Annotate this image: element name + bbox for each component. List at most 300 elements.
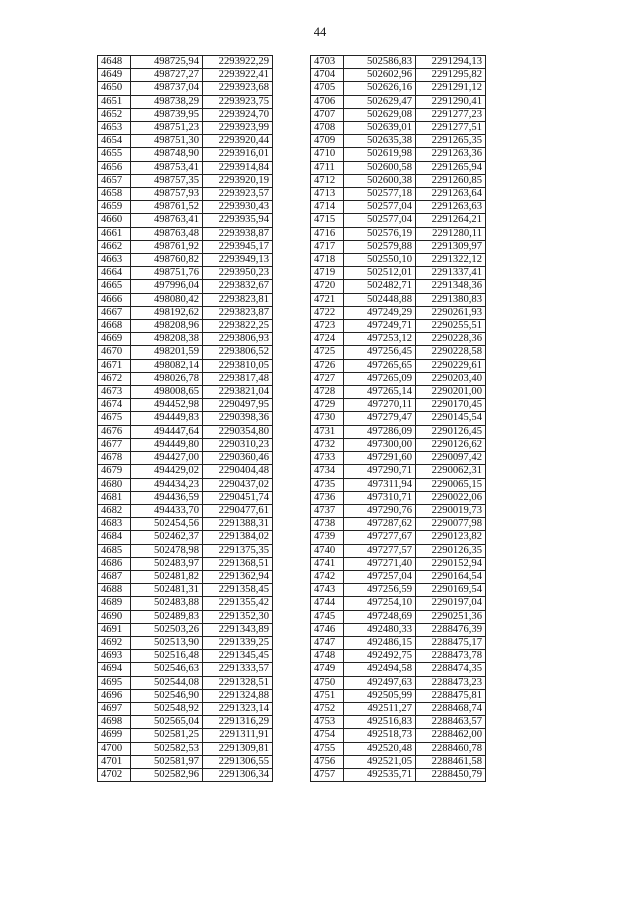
- point-number-cell: 4713: [311, 188, 344, 201]
- y-coordinate-cell: 2291309,81: [203, 742, 273, 755]
- x-coordinate-cell: 498737,04: [131, 82, 203, 95]
- x-coordinate-cell: 492480,33: [344, 623, 416, 636]
- point-number-cell: 4704: [311, 69, 344, 82]
- y-coordinate-cell: 2293923,68: [203, 82, 273, 95]
- table-row: [98, 729, 273, 742]
- x-coordinate-cell: 502448,88: [344, 293, 416, 306]
- x-coordinate-cell: 498760,82: [131, 254, 203, 267]
- point-number-cell: 4656: [98, 161, 131, 174]
- x-coordinate-cell: 502503,26: [131, 623, 203, 636]
- y-coordinate-cell: 2291388,31: [203, 518, 273, 531]
- table-row: [311, 293, 486, 306]
- y-coordinate-cell: 2290065,15: [416, 478, 486, 491]
- point-number-cell: 4686: [98, 557, 131, 570]
- y-coordinate-cell: 2291362,94: [203, 570, 273, 583]
- point-number-cell: 4728: [311, 386, 344, 399]
- x-coordinate-cell: 502586,83: [344, 56, 416, 69]
- point-number-cell: 4702: [98, 768, 131, 781]
- y-coordinate-cell: 2290062,31: [416, 465, 486, 478]
- x-coordinate-cell: 498727,27: [131, 69, 203, 82]
- x-coordinate-cell: 502577,04: [344, 214, 416, 227]
- table-row: [98, 306, 273, 319]
- table-row: [311, 570, 486, 583]
- point-number-cell: 4706: [311, 95, 344, 108]
- table-row: [311, 386, 486, 399]
- x-coordinate-cell: 502481,82: [131, 570, 203, 583]
- table-row: [311, 399, 486, 412]
- point-number-cell: 4651: [98, 95, 131, 108]
- x-coordinate-cell: 498008,65: [131, 386, 203, 399]
- y-coordinate-cell: 2291348,36: [416, 280, 486, 293]
- y-coordinate-cell: 2290255,51: [416, 320, 486, 333]
- x-coordinate-cell: 502577,04: [344, 201, 416, 214]
- table-row: [98, 267, 273, 280]
- y-coordinate-cell: 2291352,30: [203, 610, 273, 623]
- y-coordinate-cell: 2291295,82: [416, 69, 486, 82]
- point-number-cell: 4703: [311, 56, 344, 69]
- x-coordinate-cell: 498738,29: [131, 95, 203, 108]
- table-row: [311, 465, 486, 478]
- point-number-cell: 4743: [311, 584, 344, 597]
- y-coordinate-cell: 2293924,70: [203, 108, 273, 121]
- y-coordinate-cell: 2290354,80: [203, 425, 273, 438]
- x-coordinate-cell: 502629,47: [344, 95, 416, 108]
- y-coordinate-cell: 2291323,14: [203, 702, 273, 715]
- table-row: [98, 623, 273, 636]
- point-number-cell: 4716: [311, 227, 344, 240]
- point-number-cell: 4747: [311, 636, 344, 649]
- x-coordinate-cell: 494433,70: [131, 504, 203, 517]
- table-row: [98, 676, 273, 689]
- point-number-cell: 4681: [98, 491, 131, 504]
- table-row: [98, 768, 273, 781]
- point-number-cell: 4659: [98, 201, 131, 214]
- table-row: [311, 372, 486, 385]
- y-coordinate-cell: 2293950,23: [203, 267, 273, 280]
- x-coordinate-cell: 492521,05: [344, 755, 416, 768]
- x-coordinate-cell: 497249,71: [344, 320, 416, 333]
- x-coordinate-cell: 498751,30: [131, 135, 203, 148]
- point-number-cell: 4648: [98, 56, 131, 69]
- x-coordinate-cell: 502546,90: [131, 689, 203, 702]
- point-number-cell: 4751: [311, 689, 344, 702]
- table-row: [98, 359, 273, 372]
- point-number-cell: 4694: [98, 663, 131, 676]
- table-row: [311, 610, 486, 623]
- point-number-cell: 4753: [311, 716, 344, 729]
- table-row: [311, 214, 486, 227]
- x-coordinate-cell: 498739,95: [131, 108, 203, 121]
- y-coordinate-cell: 2291280,11: [416, 227, 486, 240]
- point-number-cell: 4689: [98, 597, 131, 610]
- y-coordinate-cell: 2293832,67: [203, 280, 273, 293]
- y-coordinate-cell: 2291265,94: [416, 161, 486, 174]
- point-number-cell: 4731: [311, 425, 344, 438]
- table-row: [98, 465, 273, 478]
- x-coordinate-cell: 502462,37: [131, 531, 203, 544]
- coordinates-table-left-body: [98, 56, 273, 782]
- x-coordinate-cell: 502581,97: [131, 755, 203, 768]
- table-row: [311, 320, 486, 333]
- y-coordinate-cell: 2291343,89: [203, 623, 273, 636]
- table-row: [311, 716, 486, 729]
- x-coordinate-cell: 502512,01: [344, 267, 416, 280]
- x-coordinate-cell: 502582,53: [131, 742, 203, 755]
- table-row: [311, 491, 486, 504]
- x-coordinate-cell: 502635,38: [344, 135, 416, 148]
- y-coordinate-cell: 2291306,55: [203, 755, 273, 768]
- table-row: [311, 412, 486, 425]
- x-coordinate-cell: 492497,63: [344, 676, 416, 689]
- table-row: [311, 531, 486, 544]
- point-number-cell: 4672: [98, 372, 131, 385]
- table-row: [311, 240, 486, 253]
- y-coordinate-cell: 2291306,34: [203, 768, 273, 781]
- table-row: [311, 597, 486, 610]
- y-coordinate-cell: 2288450,79: [416, 768, 486, 781]
- point-number-cell: 4666: [98, 293, 131, 306]
- x-coordinate-cell: 502478,98: [131, 544, 203, 557]
- y-coordinate-cell: 2290126,35: [416, 544, 486, 557]
- point-number-cell: 4696: [98, 689, 131, 702]
- x-coordinate-cell: 498082,14: [131, 359, 203, 372]
- point-number-cell: 4710: [311, 148, 344, 161]
- point-number-cell: 4726: [311, 359, 344, 372]
- point-number-cell: 4655: [98, 148, 131, 161]
- y-coordinate-cell: 2293822,25: [203, 320, 273, 333]
- point-number-cell: 4660: [98, 214, 131, 227]
- x-coordinate-cell: 492505,99: [344, 689, 416, 702]
- y-coordinate-cell: 2290251,36: [416, 610, 486, 623]
- x-coordinate-cell: 502513,90: [131, 636, 203, 649]
- y-coordinate-cell: 2291290,41: [416, 95, 486, 108]
- point-number-cell: 4711: [311, 161, 344, 174]
- y-coordinate-cell: 2290203,40: [416, 372, 486, 385]
- point-number-cell: 4687: [98, 570, 131, 583]
- point-number-cell: 4741: [311, 557, 344, 570]
- table-row: [311, 174, 486, 187]
- table-row: [311, 346, 486, 359]
- table-row: [311, 82, 486, 95]
- table-row: [98, 478, 273, 491]
- y-coordinate-cell: 2293823,87: [203, 306, 273, 319]
- x-coordinate-cell: 498026,78: [131, 372, 203, 385]
- table-row: [311, 425, 486, 438]
- table-row: [311, 148, 486, 161]
- y-coordinate-cell: 2291333,57: [203, 663, 273, 676]
- y-coordinate-cell: 2291324,88: [203, 689, 273, 702]
- table-row: [311, 359, 486, 372]
- point-number-cell: 4742: [311, 570, 344, 583]
- y-coordinate-cell: 2288476,39: [416, 623, 486, 636]
- x-coordinate-cell: 502483,97: [131, 557, 203, 570]
- x-coordinate-cell: 492535,71: [344, 768, 416, 781]
- table-row: [311, 689, 486, 702]
- point-number-cell: 4746: [311, 623, 344, 636]
- y-coordinate-cell: 2293810,05: [203, 359, 273, 372]
- table-row: [98, 689, 273, 702]
- x-coordinate-cell: 498725,94: [131, 56, 203, 69]
- point-number-cell: 4691: [98, 623, 131, 636]
- y-coordinate-cell: 2291358,45: [203, 584, 273, 597]
- point-number-cell: 4723: [311, 320, 344, 333]
- point-number-cell: 4677: [98, 438, 131, 451]
- table-row: [311, 333, 486, 346]
- y-coordinate-cell: 2290477,61: [203, 504, 273, 517]
- table-row: [98, 557, 273, 570]
- x-coordinate-cell: 497265,14: [344, 386, 416, 399]
- table-row: [98, 702, 273, 715]
- point-number-cell: 4712: [311, 174, 344, 187]
- point-number-cell: 4674: [98, 399, 131, 412]
- y-coordinate-cell: 2291294,13: [416, 56, 486, 69]
- y-coordinate-cell: 2290123,82: [416, 531, 486, 544]
- x-coordinate-cell: 498757,35: [131, 174, 203, 187]
- y-coordinate-cell: 2290261,93: [416, 306, 486, 319]
- point-number-cell: 4667: [98, 306, 131, 319]
- point-number-cell: 4662: [98, 240, 131, 253]
- y-coordinate-cell: 2291291,12: [416, 82, 486, 95]
- y-coordinate-cell: 2293806,93: [203, 333, 273, 346]
- x-coordinate-cell: 502454,56: [131, 518, 203, 531]
- table-row: [311, 95, 486, 108]
- point-number-cell: 4727: [311, 372, 344, 385]
- table-row: [98, 333, 273, 346]
- point-number-cell: 4695: [98, 676, 131, 689]
- point-number-cell: 4729: [311, 399, 344, 412]
- point-number-cell: 4661: [98, 227, 131, 240]
- x-coordinate-cell: 494449,80: [131, 438, 203, 451]
- x-coordinate-cell: 502600,58: [344, 161, 416, 174]
- y-coordinate-cell: 2293938,87: [203, 227, 273, 240]
- y-coordinate-cell: 2293922,29: [203, 56, 273, 69]
- y-coordinate-cell: 2293930,43: [203, 201, 273, 214]
- point-number-cell: 4688: [98, 584, 131, 597]
- y-coordinate-cell: 2293817,48: [203, 372, 273, 385]
- x-coordinate-cell: 497279,47: [344, 412, 416, 425]
- y-coordinate-cell: 2288473,78: [416, 650, 486, 663]
- x-coordinate-cell: 498761,92: [131, 240, 203, 253]
- point-number-cell: 4668: [98, 320, 131, 333]
- table-row: [98, 254, 273, 267]
- y-coordinate-cell: 2290097,42: [416, 452, 486, 465]
- y-coordinate-cell: 2291375,35: [203, 544, 273, 557]
- x-coordinate-cell: 497287,62: [344, 518, 416, 531]
- point-number-cell: 4721: [311, 293, 344, 306]
- table-row: [98, 122, 273, 135]
- y-coordinate-cell: 2291384,02: [203, 531, 273, 544]
- x-coordinate-cell: 494429,02: [131, 465, 203, 478]
- x-coordinate-cell: 497257,04: [344, 570, 416, 583]
- y-coordinate-cell: 2291309,97: [416, 240, 486, 253]
- table-row: [98, 438, 273, 451]
- point-number-cell: 4757: [311, 768, 344, 781]
- point-number-cell: 4738: [311, 518, 344, 531]
- table-row: [98, 716, 273, 729]
- x-coordinate-cell: 492486,15: [344, 636, 416, 649]
- y-coordinate-cell: 2291265,35: [416, 135, 486, 148]
- table-row: [311, 676, 486, 689]
- point-number-cell: 4744: [311, 597, 344, 610]
- x-coordinate-cell: 502483,88: [131, 597, 203, 610]
- x-coordinate-cell: 492520,48: [344, 742, 416, 755]
- point-number-cell: 4705: [311, 82, 344, 95]
- point-number-cell: 4717: [311, 240, 344, 253]
- point-number-cell: 4653: [98, 122, 131, 135]
- table-row: [311, 452, 486, 465]
- x-coordinate-cell: 498208,96: [131, 320, 203, 333]
- table-row: [98, 108, 273, 121]
- y-coordinate-cell: 2290126,45: [416, 425, 486, 438]
- point-number-cell: 4670: [98, 346, 131, 359]
- x-coordinate-cell: 498201,59: [131, 346, 203, 359]
- y-coordinate-cell: 2293806,52: [203, 346, 273, 359]
- x-coordinate-cell: 497265,09: [344, 372, 416, 385]
- y-coordinate-cell: 2290019,73: [416, 504, 486, 517]
- y-coordinate-cell: 2290404,48: [203, 465, 273, 478]
- y-coordinate-cell: 2291328,51: [203, 676, 273, 689]
- point-number-cell: 4684: [98, 531, 131, 544]
- y-coordinate-cell: 2291355,42: [203, 597, 273, 610]
- point-number-cell: 4678: [98, 452, 131, 465]
- x-coordinate-cell: 502482,71: [344, 280, 416, 293]
- y-coordinate-cell: 2293923,57: [203, 188, 273, 201]
- table-row: [98, 320, 273, 333]
- point-number-cell: 4724: [311, 333, 344, 346]
- point-number-cell: 4658: [98, 188, 131, 201]
- point-number-cell: 4685: [98, 544, 131, 557]
- y-coordinate-cell: 2288468,74: [416, 702, 486, 715]
- point-number-cell: 4732: [311, 438, 344, 451]
- x-coordinate-cell: 502639,01: [344, 122, 416, 135]
- point-number-cell: 4733: [311, 452, 344, 465]
- x-coordinate-cell: 502582,96: [131, 768, 203, 781]
- table-row: [98, 95, 273, 108]
- point-number-cell: 4693: [98, 650, 131, 663]
- y-coordinate-cell: 2291339,25: [203, 636, 273, 649]
- x-coordinate-cell: 502576,19: [344, 227, 416, 240]
- y-coordinate-cell: 2290164,54: [416, 570, 486, 583]
- point-number-cell: 4718: [311, 254, 344, 267]
- x-coordinate-cell: 497291,60: [344, 452, 416, 465]
- table-row: [98, 610, 273, 623]
- table-row: [311, 768, 486, 781]
- y-coordinate-cell: 2293920,19: [203, 174, 273, 187]
- point-number-cell: 4739: [311, 531, 344, 544]
- y-coordinate-cell: 2290152,94: [416, 557, 486, 570]
- x-coordinate-cell: 498192,62: [131, 306, 203, 319]
- x-coordinate-cell: 502600,38: [344, 174, 416, 187]
- point-number-cell: 4720: [311, 280, 344, 293]
- y-coordinate-cell: 2293949,13: [203, 254, 273, 267]
- y-coordinate-cell: 2290310,23: [203, 438, 273, 451]
- table-row: [311, 56, 486, 69]
- table-row: [311, 161, 486, 174]
- point-number-cell: 4740: [311, 544, 344, 557]
- y-coordinate-cell: 2288461,58: [416, 755, 486, 768]
- x-coordinate-cell: 502548,92: [131, 702, 203, 715]
- x-coordinate-cell: 494452,98: [131, 399, 203, 412]
- y-coordinate-cell: 2293945,17: [203, 240, 273, 253]
- point-number-cell: 4690: [98, 610, 131, 623]
- y-coordinate-cell: 2290398,36: [203, 412, 273, 425]
- y-coordinate-cell: 2288475,81: [416, 689, 486, 702]
- x-coordinate-cell: 492518,73: [344, 729, 416, 742]
- y-coordinate-cell: 2293916,01: [203, 148, 273, 161]
- table-row: [311, 306, 486, 319]
- y-coordinate-cell: 2290228,36: [416, 333, 486, 346]
- table-row: [311, 201, 486, 214]
- x-coordinate-cell: 497248,69: [344, 610, 416, 623]
- table-row: [98, 663, 273, 676]
- table-row: [98, 504, 273, 517]
- point-number-cell: 4722: [311, 306, 344, 319]
- y-coordinate-cell: 2293935,94: [203, 214, 273, 227]
- table-row: [311, 135, 486, 148]
- table-row: [98, 650, 273, 663]
- table-row: [311, 702, 486, 715]
- point-number-cell: 4699: [98, 729, 131, 742]
- table-row: [98, 227, 273, 240]
- x-coordinate-cell: 497254,10: [344, 597, 416, 610]
- y-coordinate-cell: 2293922,41: [203, 69, 273, 82]
- x-coordinate-cell: 497265,65: [344, 359, 416, 372]
- table-row: [311, 755, 486, 768]
- x-coordinate-cell: 497300,00: [344, 438, 416, 451]
- x-coordinate-cell: 502550,10: [344, 254, 416, 267]
- table-row: [311, 122, 486, 135]
- y-coordinate-cell: 2288475,17: [416, 636, 486, 649]
- point-number-cell: 4682: [98, 504, 131, 517]
- table-row: [98, 346, 273, 359]
- table-row: [311, 438, 486, 451]
- y-coordinate-cell: 2290437,02: [203, 478, 273, 491]
- point-number-cell: 4692: [98, 636, 131, 649]
- x-coordinate-cell: 502579,88: [344, 240, 416, 253]
- point-number-cell: 4725: [311, 346, 344, 359]
- point-number-cell: 4709: [311, 135, 344, 148]
- point-number-cell: 4701: [98, 755, 131, 768]
- table-row: [98, 201, 273, 214]
- point-number-cell: 4748: [311, 650, 344, 663]
- y-coordinate-cell: 2290497,95: [203, 399, 273, 412]
- table-row: [98, 161, 273, 174]
- point-number-cell: 4657: [98, 174, 131, 187]
- y-coordinate-cell: 2288474,35: [416, 663, 486, 676]
- y-coordinate-cell: 2290197,04: [416, 597, 486, 610]
- x-coordinate-cell: 497286,09: [344, 425, 416, 438]
- table-row: [311, 267, 486, 280]
- y-coordinate-cell: 2290228,58: [416, 346, 486, 359]
- x-coordinate-cell: 497253,12: [344, 333, 416, 346]
- y-coordinate-cell: 2293920,44: [203, 135, 273, 148]
- table-row: [98, 531, 273, 544]
- table-row: [311, 188, 486, 201]
- y-coordinate-cell: 2290201,00: [416, 386, 486, 399]
- table-row: [311, 518, 486, 531]
- y-coordinate-cell: 2290145,54: [416, 412, 486, 425]
- table-row: [311, 584, 486, 597]
- y-coordinate-cell: 2291380,83: [416, 293, 486, 306]
- table-row: [311, 254, 486, 267]
- x-coordinate-cell: 497277,67: [344, 531, 416, 544]
- table-row: [98, 280, 273, 293]
- table-row: [98, 755, 273, 768]
- y-coordinate-cell: 2291263,64: [416, 188, 486, 201]
- point-number-cell: 4752: [311, 702, 344, 715]
- x-coordinate-cell: 497996,04: [131, 280, 203, 293]
- x-coordinate-cell: 492494,58: [344, 663, 416, 676]
